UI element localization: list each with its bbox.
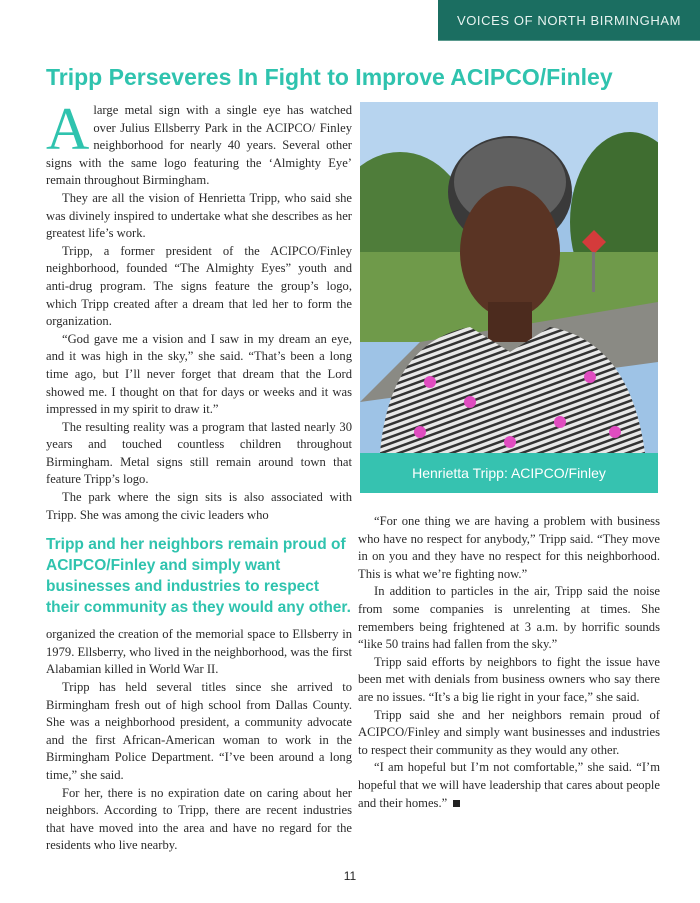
- paragraph: In addition to particles in the air, Tripp said the noise from some companies is unrelenting at times. She remembers being frightened at 3 a.m. by horrific sounds “like 50 trains had fallen from the sky.”: [358, 584, 660, 652]
- paragraph: organized the creation of the memorial space to Ellsberry in 1979. Ellsberry, who lived in the neighborhood, was the first Alabamian killed in World War II.: [46, 627, 352, 677]
- paragraph-text: large metal sign with a single eye has watched over Julius Ellsberry Park in the ACIPCO/ Finley neighborhood for nearly 40 years. Several other signs with the same logo featuring the ‘Almighty Eye’ remain throughout Birmingham.: [46, 103, 352, 188]
- paragraph: The park where the sign sits is also associated with Tripp. She was among the civic leaders who: [46, 490, 352, 522]
- paragraph: They are all the vision of Henrietta Tripp, who said she was divinely inspired to undertake what she describes as her greatest life’s work.: [46, 190, 352, 241]
- paragraph: “For one thing we are having a problem with business who have no respect for anybody,” Tripp said. “They move in on you and they have no respect for this neighborhood. This is what we’re fighting now.”: [358, 514, 660, 581]
- left-column-top: [46, 96, 352, 524]
- page-number: 11: [343, 868, 357, 883]
- paragraph: Tripp, a former president of the ACIPCO/Finley neighborhood, founded “The Almighty Eyes” youth and anti-drug program. The signs feature the group’s logo, which Tripp created after a dream that led her to form the organization.: [46, 243, 352, 329]
- left-column: [46, 96, 352, 855]
- paragraph: Tripp said she and her neighbors remain proud of ACIPCO/Finley and simply want businesses and industries to respect their community as they would any other.: [358, 707, 660, 757]
- paragraph: Tripp said efforts by neighbors to fight the issue have been met with denials from business owners who say there are no issues. “It’s a big lie right in your face,” she said.: [358, 654, 660, 704]
- pull-quote: Tripp and her neighbors remain proud of ACIPCO/Finley and simply want businesses and industries to respect their community as they would any other.: [46, 536, 351, 617]
- paragraph: For her, there is no expiration date on caring about her neighbors. According to Tripp, there are recent industries that have moved into the area and have no regard for the residents who live nearby.: [46, 785, 352, 853]
- paragraph: [46, 96, 352, 190]
- photo-caption: Henrietta Tripp: ACIPCO/Finley: [360, 453, 658, 493]
- paragraph-text: “I am hopeful but I’m not comfortable,” she said. “I’m hopeful that we will have leadership that cares about people and their homes.”: [358, 760, 660, 810]
- end-of-article-icon: [453, 800, 460, 807]
- portrait-photo: [360, 102, 658, 453]
- portrait-image: [360, 102, 658, 453]
- left-column-bottom: [46, 626, 352, 855]
- article-columns: [0, 96, 700, 855]
- paragraph: “God gave me a vision and I saw in my dream an eye, and it was high in the sky,” she said. “That’s been a long time ago, but I’ll never forget that dream that the Lord showed me. I thought on that for days or weeks and it was impressed in my spirit to draw it.”: [46, 331, 352, 417]
- section-header: VOICES OF NORTH BIRMINGHAM: [438, 0, 700, 41]
- paragraph: Tripp has held several titles since she arrived to Birmingham fresh out of high school from Dallas County. She was a neighborhood president, a community advocate and the first African-American woman to work in the Birmingham Police Department. “I’ve been around a long time,” she said.: [46, 680, 352, 782]
- paragraph: The resulting reality was a program that lasted nearly 30 years and touched countless children throughout Birmingham. Metal signs still remain around town that feature Tripp’s logo.: [46, 419, 352, 487]
- right-column: [358, 513, 660, 812]
- article-title: Tripp Perseveres In Fight to Improve ACIPCO/Finley: [46, 64, 613, 90]
- paragraph: [358, 759, 660, 812]
- right-column-wrap: [358, 102, 660, 812]
- drop-cap: A: [46, 96, 90, 162]
